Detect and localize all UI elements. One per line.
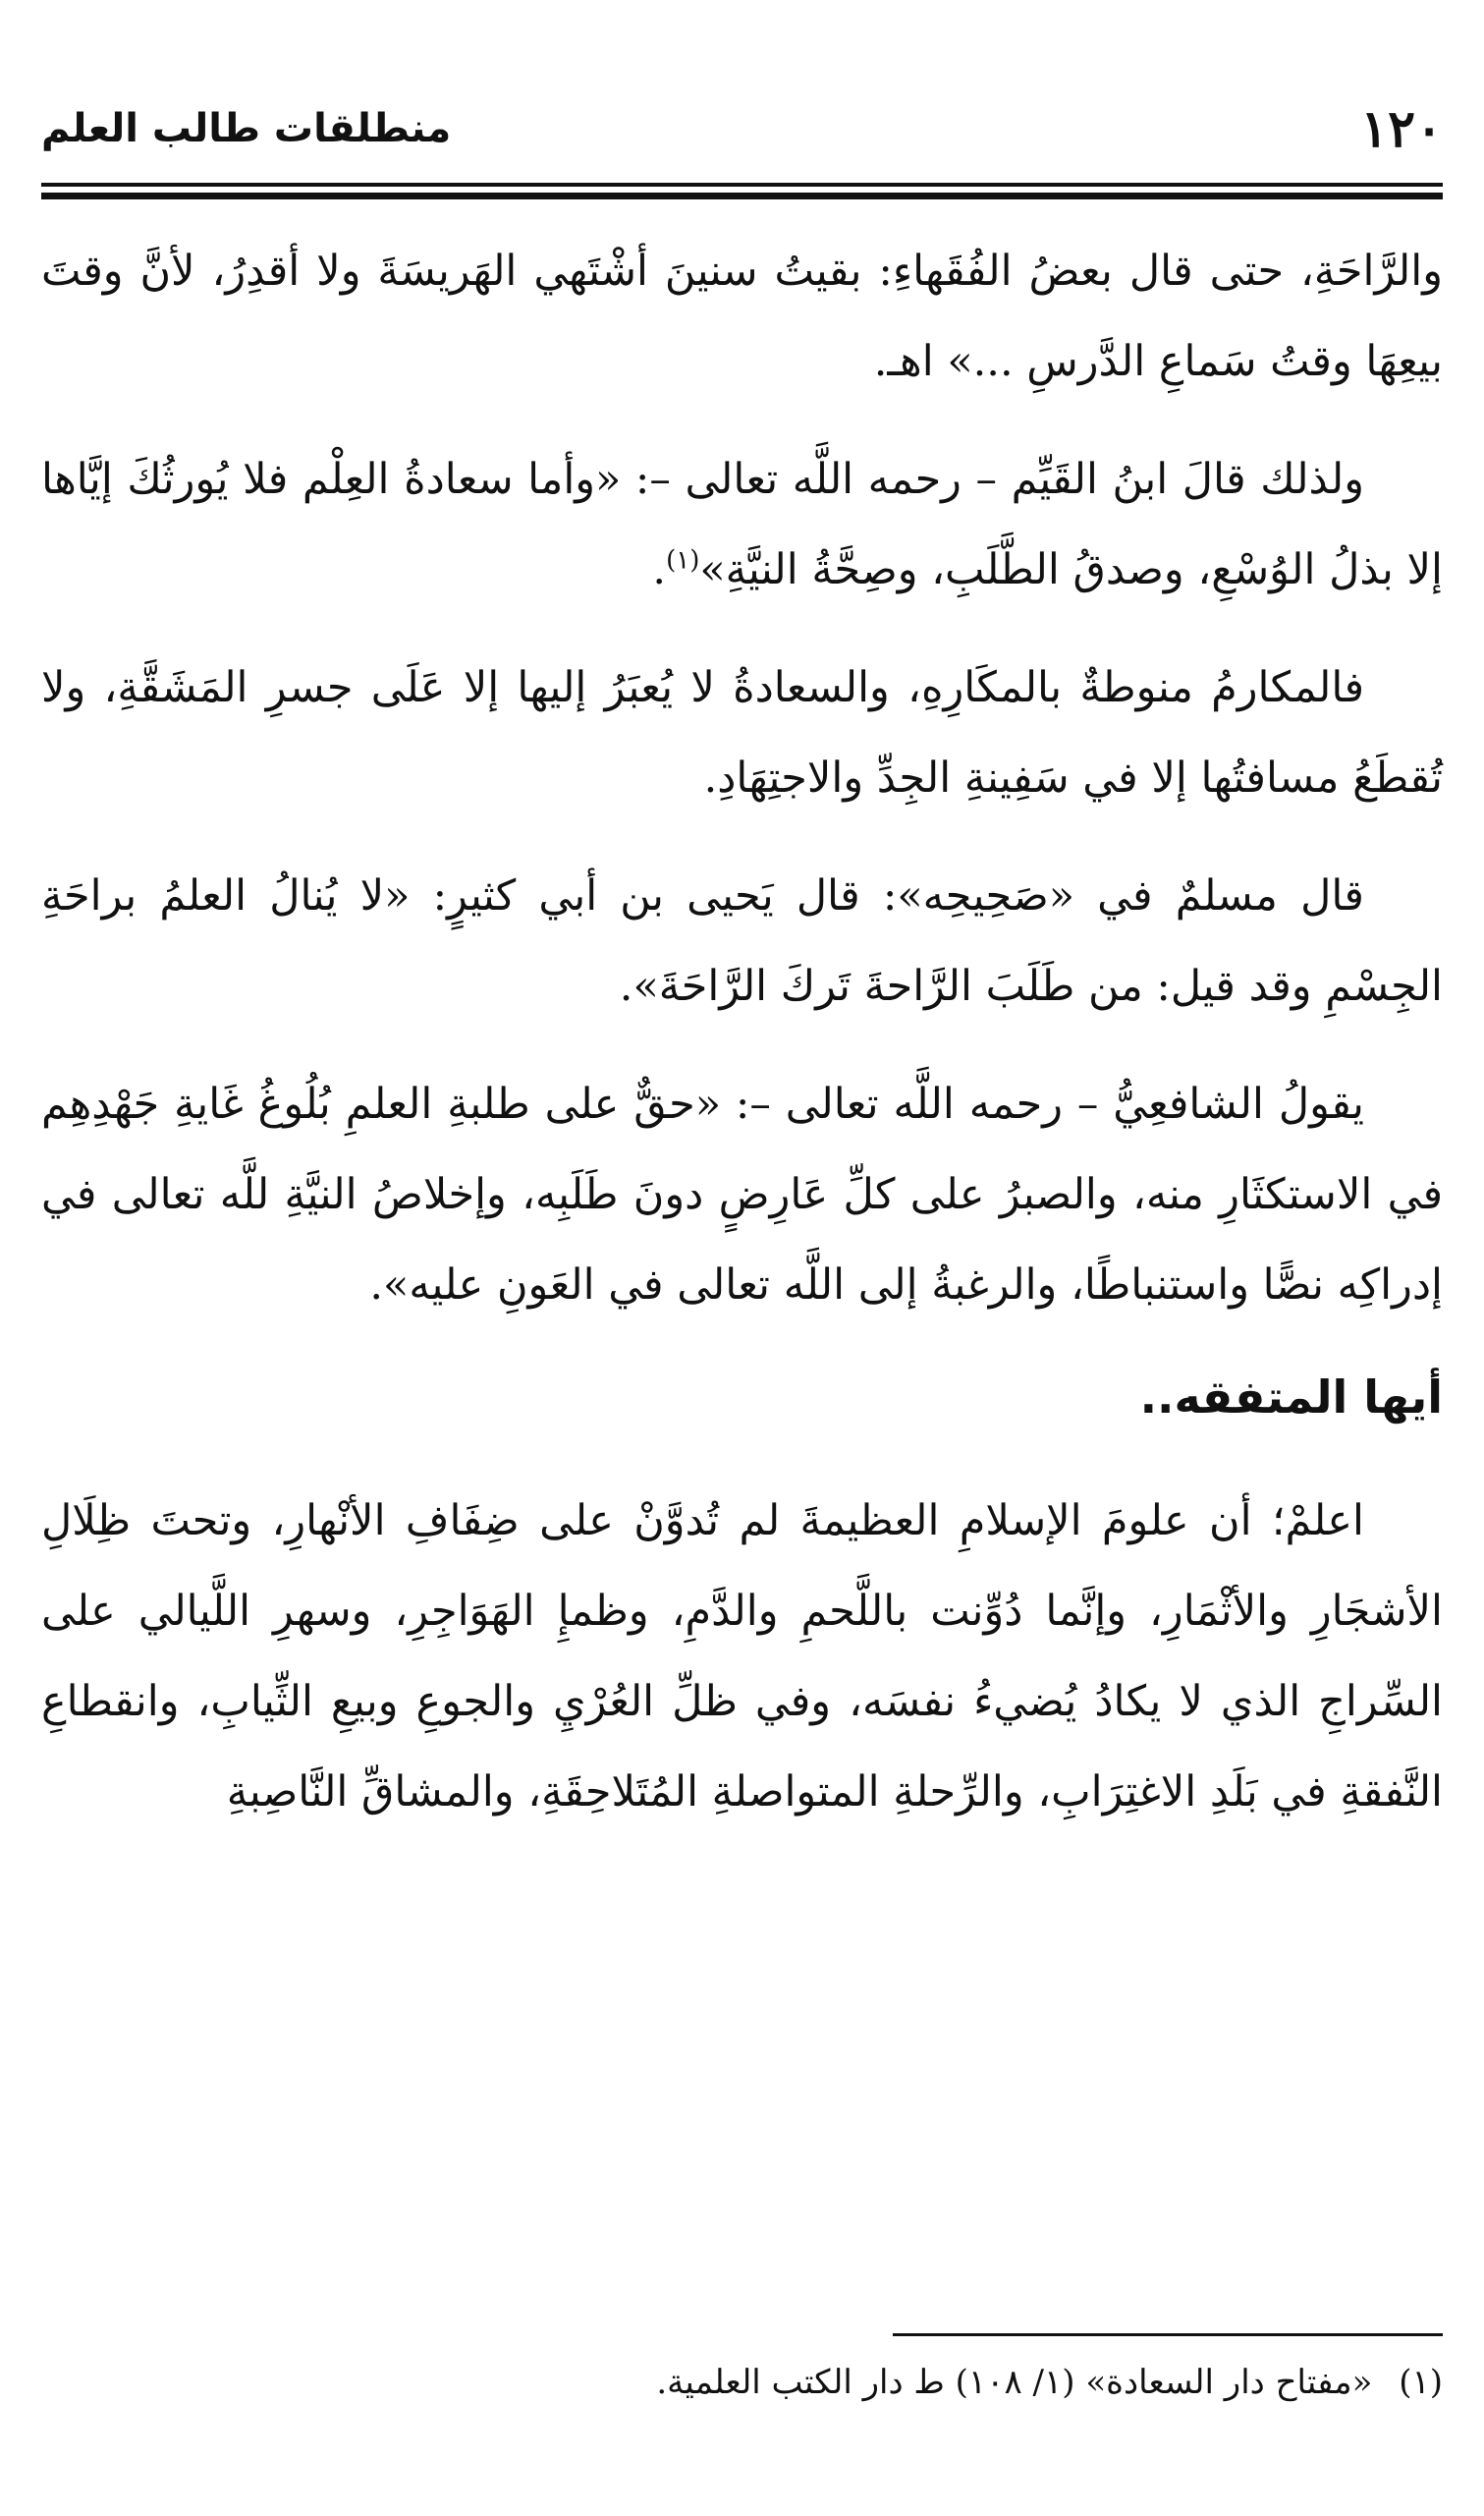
page-number: ١٢٠ [1360,98,1443,159]
paragraph-6-text: اعلمْ؛ أن علومَ الإسلامِ العظيمةَ لم تُدوَّنْ على ضِفَافِ الأنْهارِ، وتحتَ ظِلَالِ الأشجَارِ والأثْمَارِ، وإنَّما دُوِّنت باللَّحمِ والدَّمِ، وظمإِ الهَوَاجِرِ، وسهرِ اللَّيالي على السِّراجِ الذي لا يكادُ يُضيءُ نفسَه، وفي ظلِّ العُرْيِ والجوعِ وبيعِ الثِّيابِ، وانقطاعِ النَّفقةِ في بَلَدِ الاغتِرَابِ، والرِّحلةِ المتواصلةِ المُتَلاحِقَةِ، والمشاقِّ النَّاصِبةِ [41,1496,1443,1817]
paragraph-2: ولذلك قالَ ابنُ القَيِّم – رحمه اللَّه تعالى –: «وأما سعادةُ العِلْم فلا يُورثُكَ إيَّاها إلا بذلُ الوُسْعِ، وصدقُ الطَّلَبِ، وصِحَّةُ النيَّةِ»$^{(١)}$. [41,455,1443,594]
paragraph-4-text: قال مسلمٌ في «صَحِيحِه»: قال يَحيى بن أبي كثيرٍ: «لا يُنالُ العلمُ براحَةِ الجِسْمِ وقد قيل: من طَلَبَ الرَّاحةَ تَركَ الرَّاحَةَ». [41,871,1443,1011]
header-rule-thick [41,193,1443,199]
paragraph-4 [41,851,1443,1032]
paragraph-2-text: ولذلك قالَ ابنُ القَيِّم – رحمه اللَّه تعالى –: «وأما سعادةُ العِلْم فلا يُورثُكَ إيَّاها إلا بذلُ الوُسْعِ، وصدقُ الطَّلَبِ، وصِحَّةُ النيَّةِ» [41,455,1443,594]
paragraph-5-text: يقولُ الشافعِيُّ – رحمه اللَّه تعالى –: «حقٌّ على طلبةِ العلمِ بُلُوغُ غَايةِ جَهْدِهِم في الاستكثَارِ منه، والصبرُ على كلِّ عَارِضٍ دونَ طَلَبِه، وإخلاصُ النيَّةِ للَّه تعالى في إدراكِه نصًّا واستنباطًا، والرغبةُ إلى اللَّه تعالى في العَونِ عليه». [41,1080,1444,1310]
running-title: منطلقات طالب العلم [41,106,452,151]
body-text [41,226,1443,1865]
footnote-text: «مفتاح دار السعادة» (١/ ١٠٨) ط دار الكتب العلمية. [656,2363,1373,2402]
paragraph-3 [41,643,1443,823]
page-header [41,94,1443,163]
paragraph-5 [41,1059,1443,1330]
header-rule-thin [41,183,1443,187]
footnote-reference[interactable]: (١) [666,545,700,576]
footnote-separator [893,2333,1443,2336]
paragraph-3-text: فالمكارمُ منوطةٌ بالمكَارِهِ، والسعادةُ لا يُعبَرُ إليها إلا عَلَى جسرِ المَشَقَّةِ، ولا تُقطَعُ مسافتُها إلا في سَفِينةِ الجِدِّ والاجتِهَادِ. [41,663,1443,803]
paragraph-1 [41,226,1443,407]
paragraph-1-text: والرَّاحَةِ، حتى قال بعضُ الفُقَهاءِ: بقيتُ سنينَ أشْتَهي الهَريسَةَ ولا أقدِرُ، لأنَّ وقتَ بيعِهَا وقتُ سَماعِ الدَّرسِ ...» اهـ. [41,247,1443,386]
footnote [41,2353,1443,2412]
paragraph-6 [41,1476,1443,1837]
section-heading: أيها المتفقه.. [1139,1370,1443,1424]
footnote-marker: (١) [1399,2363,1443,2402]
